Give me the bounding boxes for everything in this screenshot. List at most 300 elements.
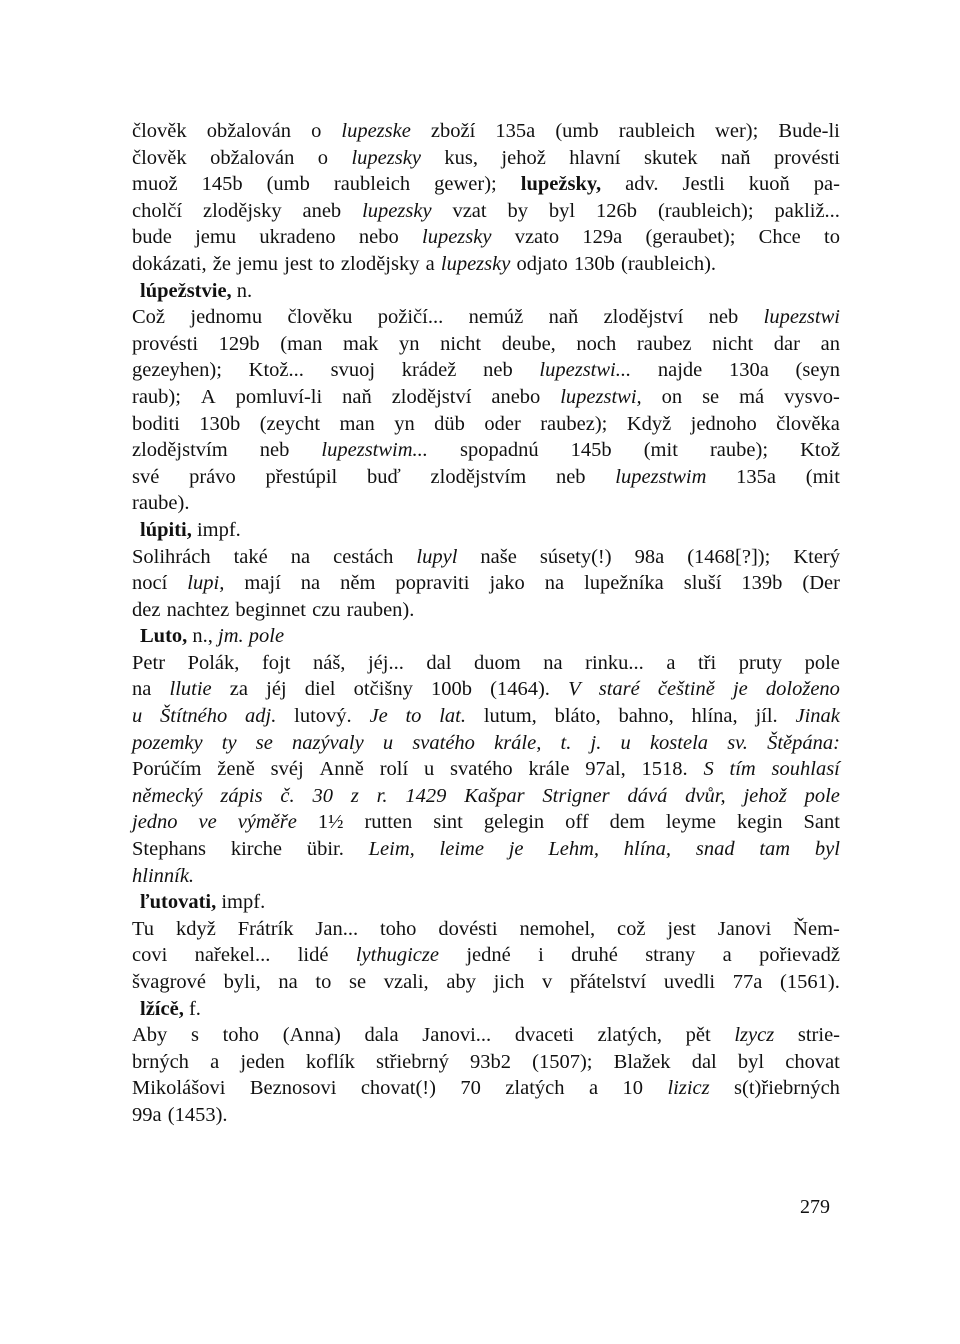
word: Janovi... — [422, 1024, 492, 1047]
text-line — [132, 783, 840, 810]
word: brných — [132, 1050, 189, 1073]
word: otčišny — [353, 678, 413, 701]
word: dez — [132, 598, 161, 621]
word: člověku — [287, 306, 353, 329]
text-line — [132, 171, 840, 198]
word: ukradeno — [259, 226, 336, 249]
text-line — [132, 676, 840, 703]
text-line — [132, 730, 840, 757]
italic-word: lzycz — [734, 1024, 775, 1047]
word: jéj... — [367, 651, 404, 674]
italic-word: lupi, — [187, 572, 225, 595]
word: pakliž... — [774, 199, 840, 222]
text-line — [132, 969, 840, 996]
word: dala — [364, 1024, 399, 1047]
italic-word: lupezsky — [362, 199, 432, 222]
word: dar — [773, 332, 800, 355]
dictionary-page — [132, 118, 840, 1129]
italic-word: lupezstwi... — [539, 359, 632, 382]
text-line — [132, 437, 840, 464]
word: Anně — [319, 758, 364, 781]
entry-headword-line — [132, 623, 840, 650]
italic-word: kostela — [649, 731, 709, 754]
word: jemu — [195, 226, 237, 249]
word: gelegin — [483, 811, 545, 834]
word: své — [132, 465, 160, 488]
word: boditi — [132, 412, 180, 435]
entry-headword-line — [132, 889, 840, 916]
word: (umb — [555, 120, 599, 142]
word: Jestli — [682, 173, 725, 196]
word: bláto, — [554, 705, 601, 728]
word: Bude-li — [778, 120, 840, 142]
word: zboží — [430, 120, 476, 142]
word: Aby — [132, 1024, 168, 1047]
word: vzato — [514, 226, 560, 249]
word: má — [739, 385, 765, 408]
italic-word: sv. — [727, 731, 748, 754]
text-line — [132, 304, 840, 331]
italic-word: u — [382, 731, 394, 754]
word: 130b — [199, 412, 241, 435]
word: (Anna) — [282, 1024, 341, 1047]
word: impf. — [196, 518, 241, 541]
word: 1518. — [641, 758, 688, 781]
word: yn — [398, 332, 420, 355]
word: Což — [132, 306, 166, 329]
word: Sant — [803, 811, 840, 834]
word: zlatých — [505, 1077, 565, 1100]
word: krádež — [401, 359, 457, 382]
text-line — [132, 331, 840, 358]
word: rinku... — [585, 651, 644, 674]
word: obžalován — [210, 146, 295, 169]
word: (1561). — [780, 971, 840, 993]
word: (seyn — [795, 359, 840, 382]
italic-word: u — [620, 731, 631, 754]
word: 1½ — [317, 811, 344, 834]
italic-word: llutie — [169, 678, 212, 701]
italic-word: pole — [804, 784, 840, 807]
word: zlodějstvím — [132, 439, 228, 462]
word: 93b2 — [470, 1050, 511, 1073]
word: Polák, — [187, 651, 240, 674]
italic-word: zápis — [220, 784, 263, 807]
word: uvedli — [663, 971, 716, 993]
word: übir. — [306, 838, 344, 861]
word: 129b — [218, 332, 260, 355]
word: anebo — [491, 385, 541, 408]
word: to — [318, 252, 335, 275]
text-line — [132, 1075, 840, 1102]
word: spopadnú — [460, 439, 539, 462]
word: raub); — [132, 385, 181, 408]
word: vzat — [452, 199, 487, 222]
word: diel — [304, 678, 336, 701]
word: svuoj — [330, 359, 376, 382]
word: strany — [645, 944, 696, 967]
word: jest — [284, 252, 313, 275]
word: man — [339, 412, 375, 435]
word: deube, — [501, 332, 556, 355]
word: něm — [340, 572, 376, 595]
word: o — [317, 146, 329, 169]
word: Porúčím — [132, 758, 202, 781]
italic-word: t. — [560, 731, 572, 754]
word: 139b — [741, 572, 783, 595]
word: cestách — [333, 545, 394, 568]
word: Ktož — [800, 439, 840, 462]
italic-word: 30 — [312, 784, 333, 807]
word: člověk — [132, 146, 187, 169]
word: f. — [188, 997, 201, 1020]
italic-word: se — [255, 731, 273, 754]
word: adv. — [625, 173, 659, 196]
word: v — [542, 971, 553, 993]
word: nemúž — [468, 306, 524, 329]
word: (zeycht — [259, 412, 321, 435]
word: (mit — [643, 439, 678, 462]
word: člověka — [776, 412, 840, 435]
word: (raubleich); — [657, 199, 754, 222]
word: na — [278, 971, 298, 993]
italic-word: svatého — [412, 731, 475, 754]
word: popraviti — [395, 572, 470, 595]
word: oder — [484, 412, 521, 435]
word: pořievadž — [759, 944, 840, 967]
italic-word: lupezstwi, — [560, 385, 642, 408]
word: to — [824, 226, 840, 249]
word: na — [544, 572, 565, 595]
word: 126b — [596, 199, 638, 222]
word: právo — [189, 465, 236, 488]
text-line — [132, 570, 840, 597]
italic-word: lupezstwim... — [321, 439, 428, 462]
word: neb — [555, 465, 586, 488]
italic-word: češtině — [657, 678, 715, 701]
word: na — [132, 678, 152, 701]
word: Když — [626, 412, 672, 435]
italic-word: lupezstwi — [763, 306, 840, 329]
word: Janovi — [717, 917, 772, 940]
word: člověk — [132, 120, 187, 142]
italic-word: dvůr, — [685, 784, 726, 807]
word: dvaceti — [514, 1024, 575, 1047]
word: 10 — [622, 1077, 644, 1100]
word: s — [190, 1024, 199, 1047]
italic-word: 1429 — [405, 784, 447, 807]
word: dal — [426, 651, 452, 674]
word: odjato — [516, 252, 568, 275]
word: rolí — [379, 758, 409, 781]
text-line — [132, 1102, 840, 1129]
word: přátelství — [569, 971, 647, 993]
italic-word: lupyl — [416, 545, 458, 568]
word: 97al, — [585, 758, 626, 781]
italic-word: leime — [439, 838, 484, 861]
word: hlavní — [569, 146, 621, 169]
word: lidé — [297, 944, 329, 967]
word: gewer); — [434, 173, 497, 196]
word: duom — [473, 651, 521, 674]
word: 129a — [582, 226, 623, 249]
word: zlodějsky — [203, 199, 282, 222]
word: Frátrík — [237, 917, 294, 940]
word: aby — [446, 971, 476, 993]
italic-word: snad — [695, 838, 735, 861]
word: jednomu — [190, 306, 263, 329]
italic-word: dává — [627, 784, 668, 807]
word: toho — [379, 917, 417, 940]
word: naň — [720, 146, 751, 169]
word: i — [538, 944, 544, 967]
word: druhé — [571, 944, 618, 967]
italic-word: Strigner — [542, 784, 610, 807]
word: (man — [280, 332, 323, 355]
italic-word: V — [568, 678, 581, 701]
italic-word: u — [132, 705, 143, 728]
word: wer); — [715, 120, 759, 142]
word: což — [617, 917, 646, 940]
italic-word: hlína, — [623, 838, 672, 861]
word: impf. — [221, 891, 266, 914]
word: rutten — [364, 811, 413, 834]
word: lutum, — [483, 705, 537, 728]
word: za — [229, 678, 248, 701]
word: jeden — [240, 1050, 285, 1073]
italic-word: krále, — [494, 731, 542, 754]
word: jako — [489, 572, 525, 595]
word: vzali, — [383, 971, 429, 993]
word: dovésti — [438, 917, 498, 940]
word: Beznosovi — [249, 1077, 337, 1100]
italic-word: jedno — [132, 811, 178, 834]
word: a — [210, 1050, 220, 1073]
italic-word: výměře — [237, 811, 297, 834]
word: raubez — [636, 332, 692, 355]
word: nemohel, — [519, 917, 596, 940]
word: naň — [342, 385, 372, 408]
page-number: 279 — [800, 1196, 830, 1218]
word: vysvo- — [784, 385, 840, 408]
word: neb — [483, 359, 513, 382]
word: sint — [433, 811, 463, 834]
italic-word: hlinník. — [132, 864, 195, 887]
italic-word: lupezsky — [422, 226, 492, 249]
word: švagrové — [132, 971, 207, 993]
text-line — [132, 650, 840, 677]
text-line — [132, 916, 840, 943]
word: Solihrách — [132, 545, 211, 568]
headword: ľutovati, — [140, 891, 217, 914]
italic-word: Lehm, — [548, 838, 599, 861]
word: Petr — [132, 651, 166, 674]
word: raube). — [132, 492, 190, 515]
word: zlodějství — [603, 306, 684, 329]
word: že — [212, 252, 231, 275]
italic-word: Štítného — [160, 705, 228, 728]
word: sluší — [683, 572, 722, 595]
italic-word: j. — [590, 731, 602, 754]
word: lutový. — [294, 705, 352, 728]
word: zlodějsky — [340, 252, 420, 275]
text-line — [132, 597, 840, 624]
headword: Luto, — [140, 625, 188, 648]
word: jemu — [237, 252, 279, 275]
word: koflík — [305, 1050, 355, 1073]
word: pomluví-li — [235, 385, 323, 408]
text-line — [132, 1049, 840, 1076]
word: (1464). — [490, 678, 550, 701]
text-line — [132, 490, 840, 517]
word: Tu — [132, 917, 155, 940]
italic-word: Jinak — [795, 705, 840, 728]
word: raubleich — [333, 173, 411, 196]
text-line — [132, 809, 840, 836]
word: a — [666, 651, 676, 674]
italic-word: jehož — [743, 784, 787, 807]
word: 145b — [201, 173, 243, 196]
word: n. — [236, 279, 253, 302]
word: svéj — [270, 758, 304, 781]
word: najde — [657, 359, 703, 382]
entry-headword-line — [132, 517, 840, 544]
italic-word: lupezske — [341, 120, 411, 142]
word: súsety(!) — [539, 545, 612, 568]
word: kus, — [444, 146, 478, 169]
word: také — [233, 545, 268, 568]
word: na — [543, 651, 563, 674]
word: na — [300, 572, 321, 595]
word: (Der — [802, 572, 840, 595]
word: nebo — [358, 226, 399, 249]
italic-word: jm. — [218, 625, 244, 648]
word: (mit — [805, 465, 840, 488]
word: (raubleich). — [621, 252, 717, 275]
word: 70 — [460, 1077, 481, 1100]
word: toho — [222, 1024, 260, 1047]
word: Ktož... — [248, 359, 304, 382]
word: (geraubet); — [645, 226, 736, 249]
word: gezeyhen); — [132, 359, 222, 382]
word: mak — [343, 332, 379, 355]
italic-word: pozemky — [132, 731, 203, 754]
word: an — [820, 332, 840, 355]
text-line — [132, 118, 840, 145]
italic-word: z — [350, 784, 359, 807]
italic-word: Je — [369, 705, 388, 728]
word: Stephans — [132, 838, 207, 861]
word: byl — [737, 1050, 765, 1073]
headword: lupežsky, — [520, 173, 602, 196]
word: aneb — [302, 199, 342, 222]
text-line — [132, 863, 840, 890]
italic-word: je — [732, 678, 748, 701]
word: Který — [793, 545, 840, 568]
word: bahno, — [618, 705, 674, 728]
word: Mikolášovi — [132, 1077, 226, 1100]
word: skutek — [643, 146, 698, 169]
word: provésti — [132, 332, 199, 355]
word: chovat — [785, 1050, 840, 1073]
word: raubleich — [618, 120, 695, 142]
italic-word: r. — [376, 784, 388, 807]
italic-word: souhlasí — [771, 758, 840, 781]
italic-word: je — [508, 838, 524, 861]
headword: lžícě, — [140, 997, 184, 1020]
word: náš, — [312, 651, 346, 674]
text-line — [132, 756, 840, 783]
word: byl — [548, 199, 576, 222]
word: czu — [312, 598, 341, 621]
headword: lúpiti, — [140, 518, 192, 541]
word: pa- — [813, 173, 840, 196]
word: fojt — [261, 651, 291, 674]
word: dokázati, — [132, 252, 207, 275]
italic-word: adj. — [245, 705, 277, 728]
italic-word: pole — [248, 625, 285, 648]
word: střiebrný — [375, 1050, 449, 1073]
word: pole — [804, 651, 840, 674]
italic-word: staré — [598, 678, 640, 701]
text-line — [132, 357, 840, 384]
word: jedné — [466, 944, 511, 967]
entry-headword-line — [132, 278, 840, 305]
italic-word: č. — [280, 784, 295, 807]
italic-word: byl — [814, 838, 840, 861]
word: ženě — [217, 758, 255, 781]
word: byli, — [223, 971, 261, 993]
text-line — [132, 411, 840, 438]
italic-word: doloženo — [765, 678, 840, 701]
italic-word: lupezstwim — [615, 465, 707, 488]
word: neb — [708, 306, 739, 329]
word: by — [507, 199, 529, 222]
word: raube); — [709, 439, 769, 462]
word: jíl. — [755, 705, 778, 728]
word: lupežníka — [584, 572, 664, 595]
text-line — [132, 544, 840, 571]
word: zlatých, — [597, 1024, 662, 1047]
word: tři — [698, 651, 717, 674]
word: a — [425, 252, 435, 275]
italic-word: německý — [132, 784, 203, 807]
word: Blažek — [613, 1050, 671, 1073]
word: obžalován — [206, 120, 291, 142]
text-line — [132, 942, 840, 969]
word: raubez); — [540, 412, 608, 435]
italic-word: Štěpána: — [767, 731, 840, 754]
word: Ňem- — [793, 917, 840, 940]
word: zlodějství — [391, 385, 472, 408]
word: (umb — [266, 173, 310, 196]
word: noch — [576, 332, 617, 355]
word: nicht — [440, 332, 482, 355]
word: leyme — [665, 811, 717, 834]
word: a — [722, 944, 732, 967]
italic-word: ty — [221, 731, 237, 754]
word: jich — [493, 971, 525, 993]
word: hlína, — [691, 705, 738, 728]
word: kirche — [230, 838, 283, 861]
word: Chce — [758, 226, 801, 249]
text-line — [132, 703, 840, 730]
word: muož — [132, 173, 178, 196]
word: krále — [528, 758, 570, 781]
word: Jan... — [315, 917, 359, 940]
word: pět — [685, 1024, 711, 1047]
word: 130a — [728, 359, 769, 382]
